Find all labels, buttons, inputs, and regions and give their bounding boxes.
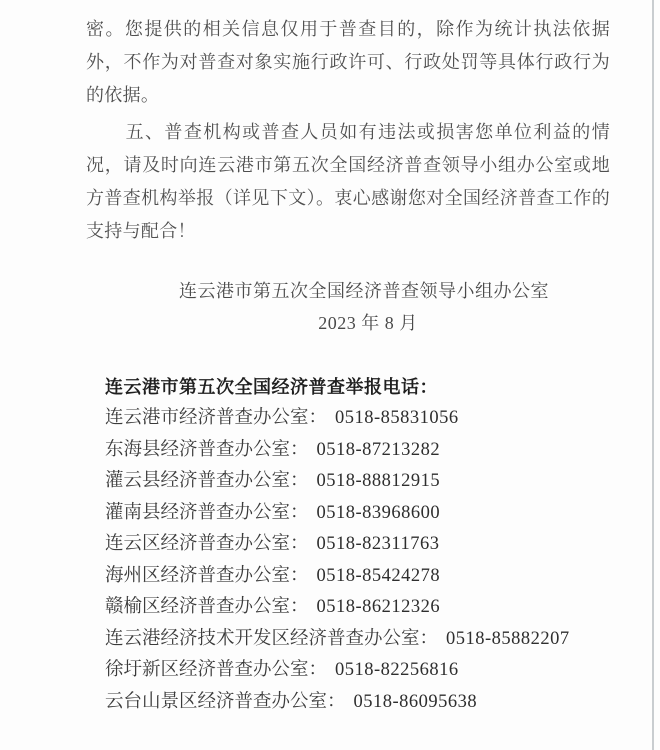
phone-number: 0518-86212326	[316, 597, 441, 617]
hotline-row	[86, 435, 610, 467]
office-name: 灌云县经济普查办公室：	[105, 471, 309, 491]
office-name: 连云港经济技术开发区经济普查办公室：	[105, 628, 439, 649]
office-name: 灌南县经济普查办公室：	[105, 502, 309, 523]
phone-number: 0518-82256816	[335, 660, 459, 680]
document-content	[86, 13, 610, 718]
phone-number: 0518-87213282	[316, 439, 441, 460]
phone-number: 0518-85831056	[335, 408, 459, 428]
hotline-row	[86, 687, 610, 719]
hotline-row	[86, 655, 610, 687]
hotline-row	[86, 466, 610, 498]
hotline-row	[86, 624, 610, 656]
hotline-row	[86, 403, 610, 435]
hotline-list	[86, 403, 610, 718]
signature-office-name: 连云港市第五次全国经济普查领导小组办公室	[179, 281, 549, 301]
paragraph-confidentiality: 密。您提供的相关信息仅用于普查目的，除作为统计执法依据外，不作为对普查对象实施行政许可、行政处罚等具体行政行为的依据。	[86, 19, 610, 105]
phone-number: 0518-83968600	[316, 502, 441, 523]
document-date: 2023 年 8 月	[318, 313, 418, 333]
phone-number: 0518-86095638	[353, 691, 478, 712]
hotline-row	[86, 498, 610, 530]
office-name: 赣榆区经济普查办公室：	[105, 597, 309, 617]
page-edge-divider	[652, 0, 654, 750]
hotline-row	[86, 592, 610, 624]
phone-number: 0518-85424278	[316, 565, 441, 586]
hotline-list-heading: 连云港市第五次全国经济普查举报电话：	[105, 377, 438, 397]
office-name: 徐圩新区经济普查办公室：	[105, 660, 328, 680]
paragraph-item-five: 五、普查机构或普查人员如有违法或损害您单位利益的情况，请及时向连云港市第五次全国经济普查领导小组办公室或地方普查机构举报（详见下文）。衷心感谢您对全国经济普查工作的支持与配合！	[86, 122, 610, 241]
phone-number: 0518-88812915	[316, 471, 441, 491]
hotline-row	[86, 561, 610, 593]
phone-number: 0518-82311763	[316, 534, 440, 554]
phone-number: 0518-85882207	[446, 628, 570, 649]
office-name: 连云港市经济普查办公室：	[105, 408, 328, 428]
office-name: 海州区经济普查办公室：	[105, 565, 309, 586]
office-name: 东海县经济普查办公室：	[105, 439, 309, 460]
office-name: 云台山景区经济普查办公室：	[105, 691, 346, 712]
hotline-row	[86, 529, 610, 561]
office-name: 连云区经济普查办公室：	[105, 534, 309, 554]
